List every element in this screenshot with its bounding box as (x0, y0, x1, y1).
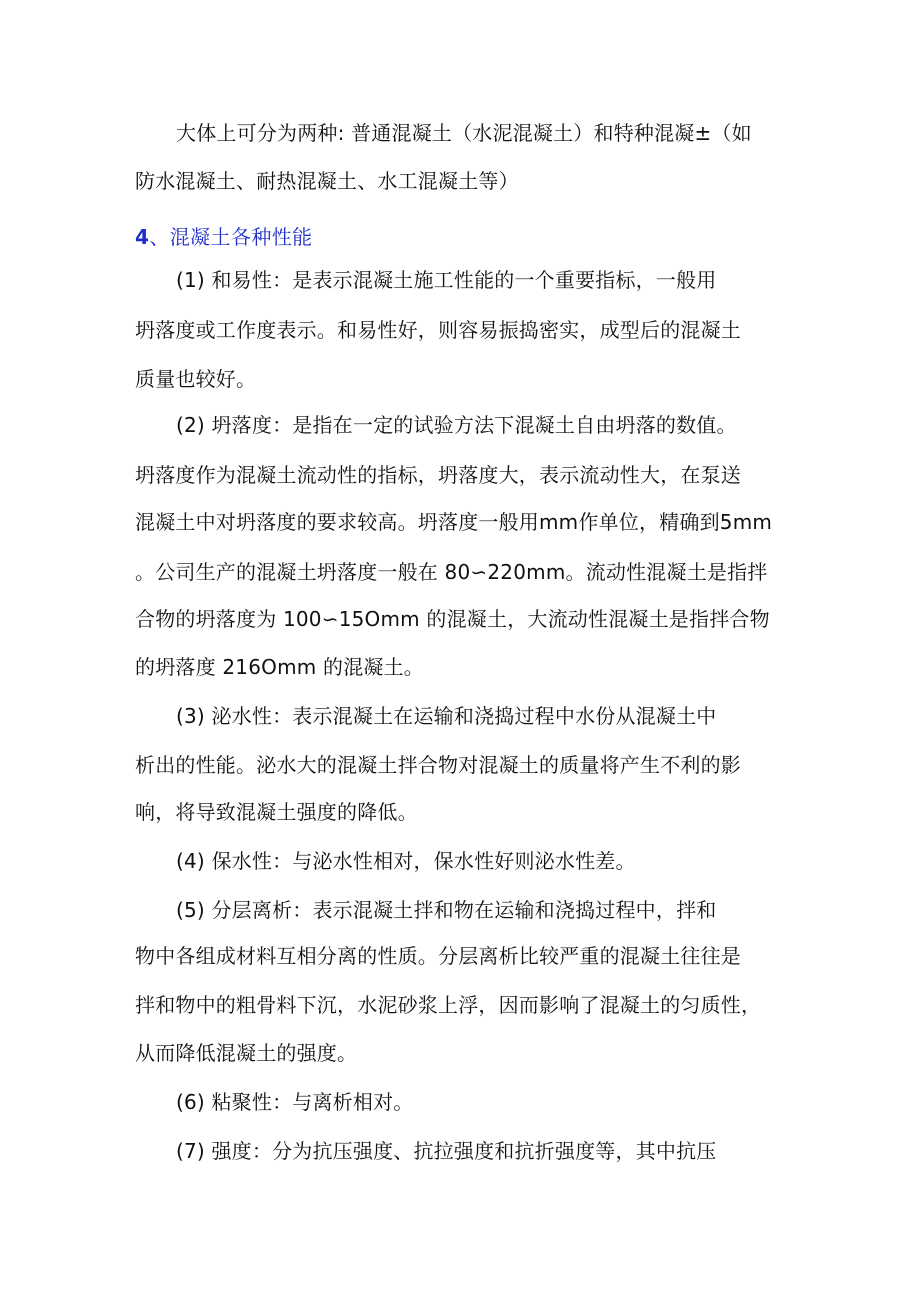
item-5-line-3: 拌和物中的粗骨料下沉，水泥砂浆上浮，因而影响了混凝土的匀质性， (135, 993, 762, 1017)
item-5-line-4: 从而降低混凝土的强度。 (135, 1041, 358, 1065)
item-6-line-1: (6) 粘聚性：与离析相对。 (176, 1090, 414, 1114)
section-heading (135, 223, 795, 251)
item-3-line-1: (3) 泌水性：表示混凝土在运输和浇捣过程中水份从混凝土中 (176, 704, 717, 728)
paragraph-intro-line-1: 大体上可分为两种: 普通混凝土（水泥混凝土）和特种混凝±（如 (176, 121, 752, 145)
item-2-line-6: 的坍落度 216Omm 的混凝土。 (135, 655, 424, 679)
item-7-line-1: (7) 强度：分为抗压强度、抗拉强度和抗折强度等，其中抗压 (176, 1139, 717, 1163)
item-3-line-3: 响，将导致混凝土强度的降低。 (135, 800, 418, 824)
section-number: 4 (135, 225, 150, 249)
item-2-line-2: 坍落度作为混凝土流动性的指标，坍落度大，表示流动性大，在泵送 (135, 463, 741, 487)
item-5-line-1: (5) 分层离析：表示混凝土拌和物在运输和浇捣过程中，拌和 (176, 898, 717, 922)
item-2-line-5: 合物的坍落度为 100∽15Omm 的混凝土，大流动性混凝土是指拌合物 (135, 607, 770, 631)
item-2-line-4: 。公司生产的混凝土坍落度一般在 80∽220mm。流动性混凝土是指拌 (135, 560, 768, 584)
paragraph-intro-line-2: 防水混凝土、耐热混凝土、水工混凝土等） (135, 169, 519, 193)
item-3-line-2: 析出的性能。泌水大的混凝土拌合物对混凝土的质量将产生不利的影 (135, 753, 741, 777)
item-2-line-1: (2) 坍落度：是指在一定的试验方法下混凝土自由坍落的数值。 (176, 413, 737, 437)
item-1-line-1: (1) 和易性：是表示混凝土施工性能的一个重要指标，一般用 (176, 268, 717, 292)
item-1-line-3: 质量也较好。 (135, 367, 257, 391)
section-title: 、混凝土各种性能 (149, 225, 313, 249)
item-2-line-3: 混凝土中对坍落度的要求较高。坍落度一般用mm作单位，精确到5mm (135, 510, 773, 534)
item-4-line-1: (4) 保水性：与泌水性相对，保水性好则泌水性差。 (176, 849, 636, 873)
item-1-line-2: 坍落度或工作度表示。和易性好，则容易振捣密实，成型后的混凝土 (135, 318, 741, 342)
item-5-line-2: 物中各组成材料互相分离的性质。分层离析比较严重的混凝土往往是 (135, 944, 741, 968)
